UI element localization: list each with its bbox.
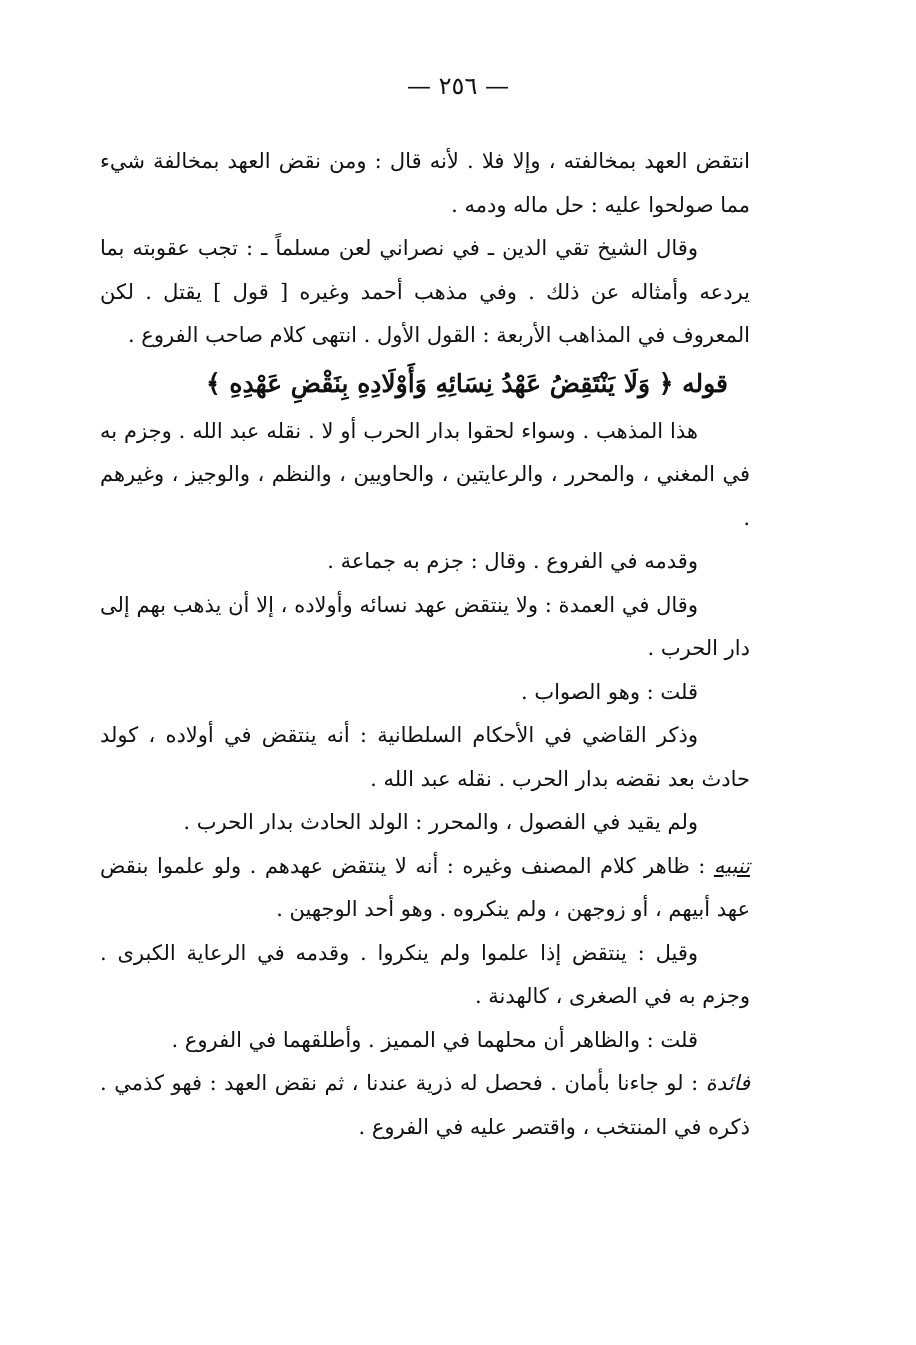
paragraph: ولم يقيد في الفصول ، والمحرر : الولد الحادث بدار الحرب . xyxy=(183,810,698,834)
paragraph: وقال في العمدة : ولا ينتقض عهد نسائه وأولاده ، إلا أن يذهب بهم إلى دار الحرب . xyxy=(100,592,750,660)
page-body xyxy=(100,140,750,1149)
page-number: — ٢٥٦ — xyxy=(407,72,509,100)
paragraph: قلت : والظاهر أن محلهما في المميز . وأطلقهما في الفروع . xyxy=(171,1027,698,1052)
benefit-label: فائدة xyxy=(705,1071,750,1095)
quoted-heading: قوله ﴿ وَلَا يَنْتَقِضُ عَهْدُ نِسَائِهِ وَأَوْلَادِهِ بِنَقْضِ عَهْدِهِ ﴾ xyxy=(206,368,728,398)
note-label: تنبيه xyxy=(713,853,750,878)
paragraph: قلت : وهو الصواب . xyxy=(520,679,698,704)
paragraph: انتقض العهد بمخالفته ، وإلا فلا . لأنه قال : ومن نقض العهد بمخالفة شيء مما صولحوا عليه : حل ماله ودمه . xyxy=(100,149,750,217)
benefit-text: : لو جاءنا بأمان . فحصل له ذرية عندنا ، ثم نقض العهد : فهو كذمي . ذكره في المنتخب ، واقتصر عليه في الفروع . xyxy=(100,1071,750,1139)
note-paragraph xyxy=(100,845,750,932)
paragraph: وذكر القاضي في الأحكام السلطانية : أنه ينتقض في أولاده ، كولد حادث بعد نقضه بدار الحرب . نقله عبد الله . xyxy=(100,723,750,791)
note-text: : ظاهر كلام المصنف وغيره : أنه لا ينتقض عهدهم . ولو علموا بنقض عهد أبيهم ، أو زوجهن ، ولم ينكروه . وهو أحد الوجهين . xyxy=(100,853,750,921)
paragraph: وقال الشيخ تقي الدين ـ في نصراني لعن مسلماً ـ : تجب عقوبته بما يردعه وأمثاله عن ذلك . وفي مذهب أحمد وغيره [ قول ] يقتل . لكن المعروف في المذاهب الأربعة : القول الأول . انتهى كلام صاحب الفروع . xyxy=(100,236,750,347)
paragraph: وقدمه في الفروع . وقال : جزم به جماعة . xyxy=(327,549,698,573)
paragraph: هذا المذهب . وسواء لحقوا بدار الحرب أو لا . نقله عبد الله . وجزم به في المغني ، والمحرر ، والرعايتين ، والحاويين ، والنظم ، والوجيز ، وغيرهم . xyxy=(100,418,750,530)
paragraph: وقيل : ينتقض إذا علموا ولم ينكروا . وقدمه في الرعاية الكبرى . وجزم به في الصغرى ، كالهدنة . xyxy=(100,940,750,1008)
benefit-paragraph xyxy=(100,1062,750,1149)
